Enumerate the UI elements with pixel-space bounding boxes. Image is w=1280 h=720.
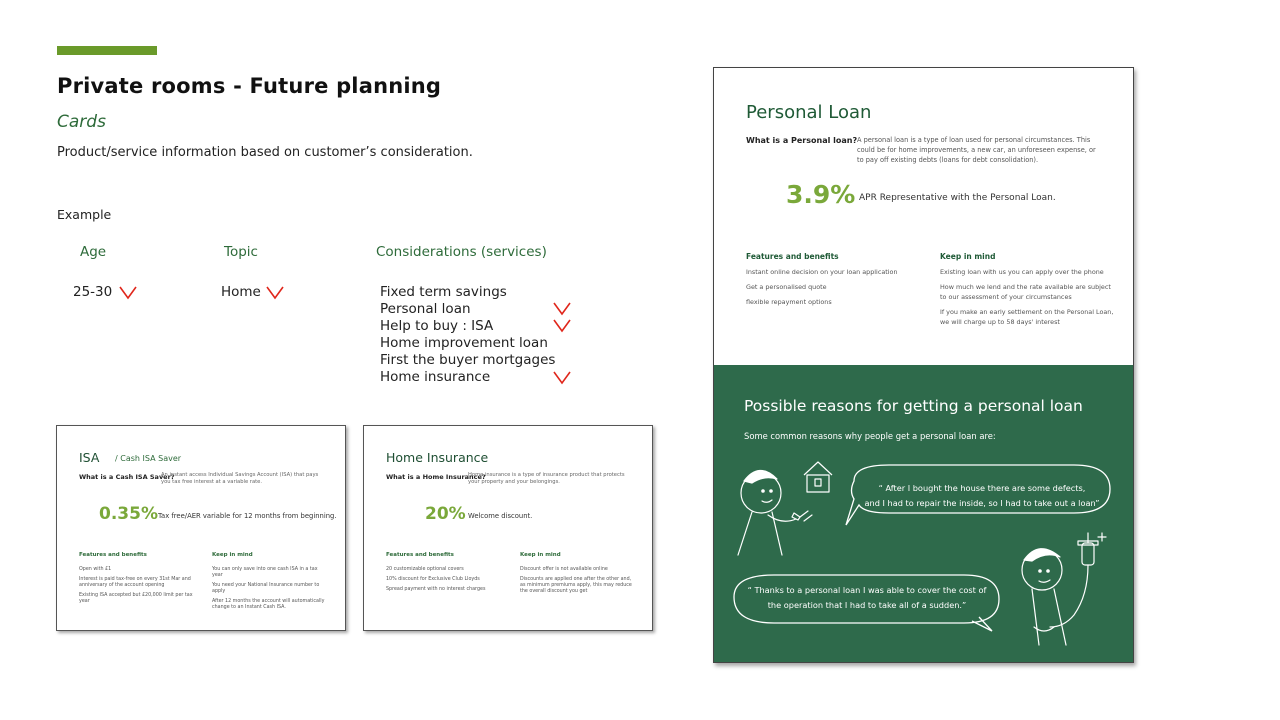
list-item: 20 customizable optional covers xyxy=(386,567,464,572)
quote-1 xyxy=(864,481,1100,511)
keep-in-mind-heading: Keep in mind xyxy=(212,552,253,558)
card-question: What is a Cash ISA Saver? xyxy=(79,473,175,481)
quote-line: “ Thanks to a personal loan I was able to cover the cost of xyxy=(747,585,987,595)
list-item: Existing ISA accepted but £20,000 limit per tax year xyxy=(79,592,193,604)
home-insurance-card xyxy=(363,425,653,631)
check-mark-icon xyxy=(266,286,284,300)
features-list xyxy=(79,567,194,609)
card-title: Home Insurance xyxy=(386,450,489,465)
card-rate-label: Welcome discount. xyxy=(468,512,533,520)
service-item: Home improvement loan xyxy=(380,335,548,351)
list-item: How much we lend and the rate available are subject to our assessment of your circumstances xyxy=(940,283,1111,301)
card-question: What is a Personal loan? xyxy=(746,136,858,145)
service-item: First the buyer mortgages xyxy=(380,352,556,368)
personal-loan-card xyxy=(713,67,1134,663)
list-item: Spread payment with no interest charges xyxy=(386,586,486,592)
house-icon xyxy=(804,462,832,492)
reasons-subtitle: Some common reasons why people get a personal loan are: xyxy=(744,431,996,441)
features-list xyxy=(386,567,501,596)
considerations-column-header: Considerations (services) xyxy=(376,244,547,260)
keep-in-mind-list xyxy=(520,567,635,599)
personal-loan-info-section xyxy=(714,68,1133,365)
example-label: Example xyxy=(57,207,112,222)
check-mark-icon xyxy=(553,319,571,333)
keep-in-mind-list xyxy=(212,567,327,615)
list-item: Open with £1 xyxy=(79,567,112,572)
service-item: Home insurance xyxy=(380,369,491,385)
page-title: Private rooms - Future planning xyxy=(57,74,442,98)
section-subtitle: Cards xyxy=(57,112,106,132)
keep-in-mind-heading: Keep in mind xyxy=(520,552,561,558)
card-rate: 3.9% xyxy=(786,180,856,209)
age-value: 25-30 xyxy=(73,284,113,300)
quote-line: and I had to repair the inside, so I had to take out a loan” xyxy=(864,498,1100,508)
quote-line: the operation that I had to take all of a sudden.” xyxy=(767,600,967,610)
card-rate-label: APR Representative with the Personal Loan. xyxy=(859,193,1056,203)
card-title: Personal Loan xyxy=(746,102,872,123)
card-answer: A personal loan is a type of loan used for personal circumstances. This could be for home improvements, a new car, an unforeseen expense, or to pay off existing debts (loans for debt consolidation). xyxy=(857,136,1096,164)
list-item: You need your National Insurance number to apply xyxy=(212,583,320,595)
features-heading: Features and benefits xyxy=(386,552,454,558)
reasons-section xyxy=(714,365,1133,663)
person-with-iv-drip-icon xyxy=(1022,533,1106,645)
list-item: If you make an early settlement on the Personal Loan, we will charge up to 58 days' interest xyxy=(940,308,1114,326)
features-heading: Features and benefits xyxy=(79,552,147,558)
list-item: Get a personalised quote xyxy=(746,283,827,291)
quote-line: “ After I bought the house there are some defects, xyxy=(878,483,1086,493)
list-item: Discounts are applied one after the other and, as minimum premiums apply, this may reduce the overall discount you get xyxy=(520,576,632,595)
list-item: Discount offer is not available online xyxy=(520,567,608,572)
topic-column-header: Topic xyxy=(224,244,258,260)
topic-value: Home xyxy=(221,284,261,300)
list-item: Existing loan with us you can apply over the phone xyxy=(940,268,1104,276)
check-mark-icon xyxy=(553,371,571,385)
list-item: 10% discount for Exclusive Club Lloyds xyxy=(386,576,480,582)
quote-2 xyxy=(742,583,992,613)
features-list xyxy=(746,267,921,312)
reasons-illustration xyxy=(714,365,1134,663)
keep-in-mind-list xyxy=(940,267,1115,332)
list-item: After 12 months the account will automatically change to an Instant Cash ISA. xyxy=(212,599,325,611)
isa-card xyxy=(56,425,346,631)
check-mark-icon xyxy=(553,302,571,316)
list-item: Instant online decision on your loan application xyxy=(746,268,898,276)
reasons-title: Possible reasons for getting a personal loan xyxy=(744,397,1083,415)
service-item: Fixed term savings xyxy=(380,284,507,300)
service-item: Personal loan xyxy=(380,301,471,317)
age-column-header: Age xyxy=(80,244,107,260)
service-item: Help to buy : ISA xyxy=(380,318,494,334)
features-heading: Features and benefits xyxy=(746,252,839,261)
person-with-wrench-icon xyxy=(738,470,812,555)
list-item: You can only save into one cash ISA in a tax year xyxy=(212,567,318,579)
keep-in-mind-heading: Keep in mind xyxy=(940,252,996,261)
card-answer: An instant access Individual Savings Account (ISA) that pays you tax free interest at a variable rate. xyxy=(161,472,319,485)
card-question: What is a Home Insurance? xyxy=(386,473,486,481)
card-rate-label: Tax free/AER variable for 12 months from beginning. xyxy=(158,512,337,520)
card-rate: 20% xyxy=(425,504,466,524)
list-item: Interest is paid tax-free on every 31st Mar and anniversary of the account opening xyxy=(79,576,191,588)
list-item: flexible repayment options xyxy=(746,298,832,306)
page-description: Product/service information based on customer’s consideration. xyxy=(57,145,473,160)
check-mark-icon xyxy=(119,286,137,300)
card-answer: Home insurance is a type of insurance product that protects your property and your belongings. xyxy=(468,472,625,485)
accent-bar xyxy=(57,46,157,55)
card-subtitle: / Cash ISA Saver xyxy=(115,454,182,463)
card-rate: 0.35% xyxy=(99,504,158,524)
service-list xyxy=(380,284,580,386)
card-title: ISA xyxy=(79,450,100,465)
